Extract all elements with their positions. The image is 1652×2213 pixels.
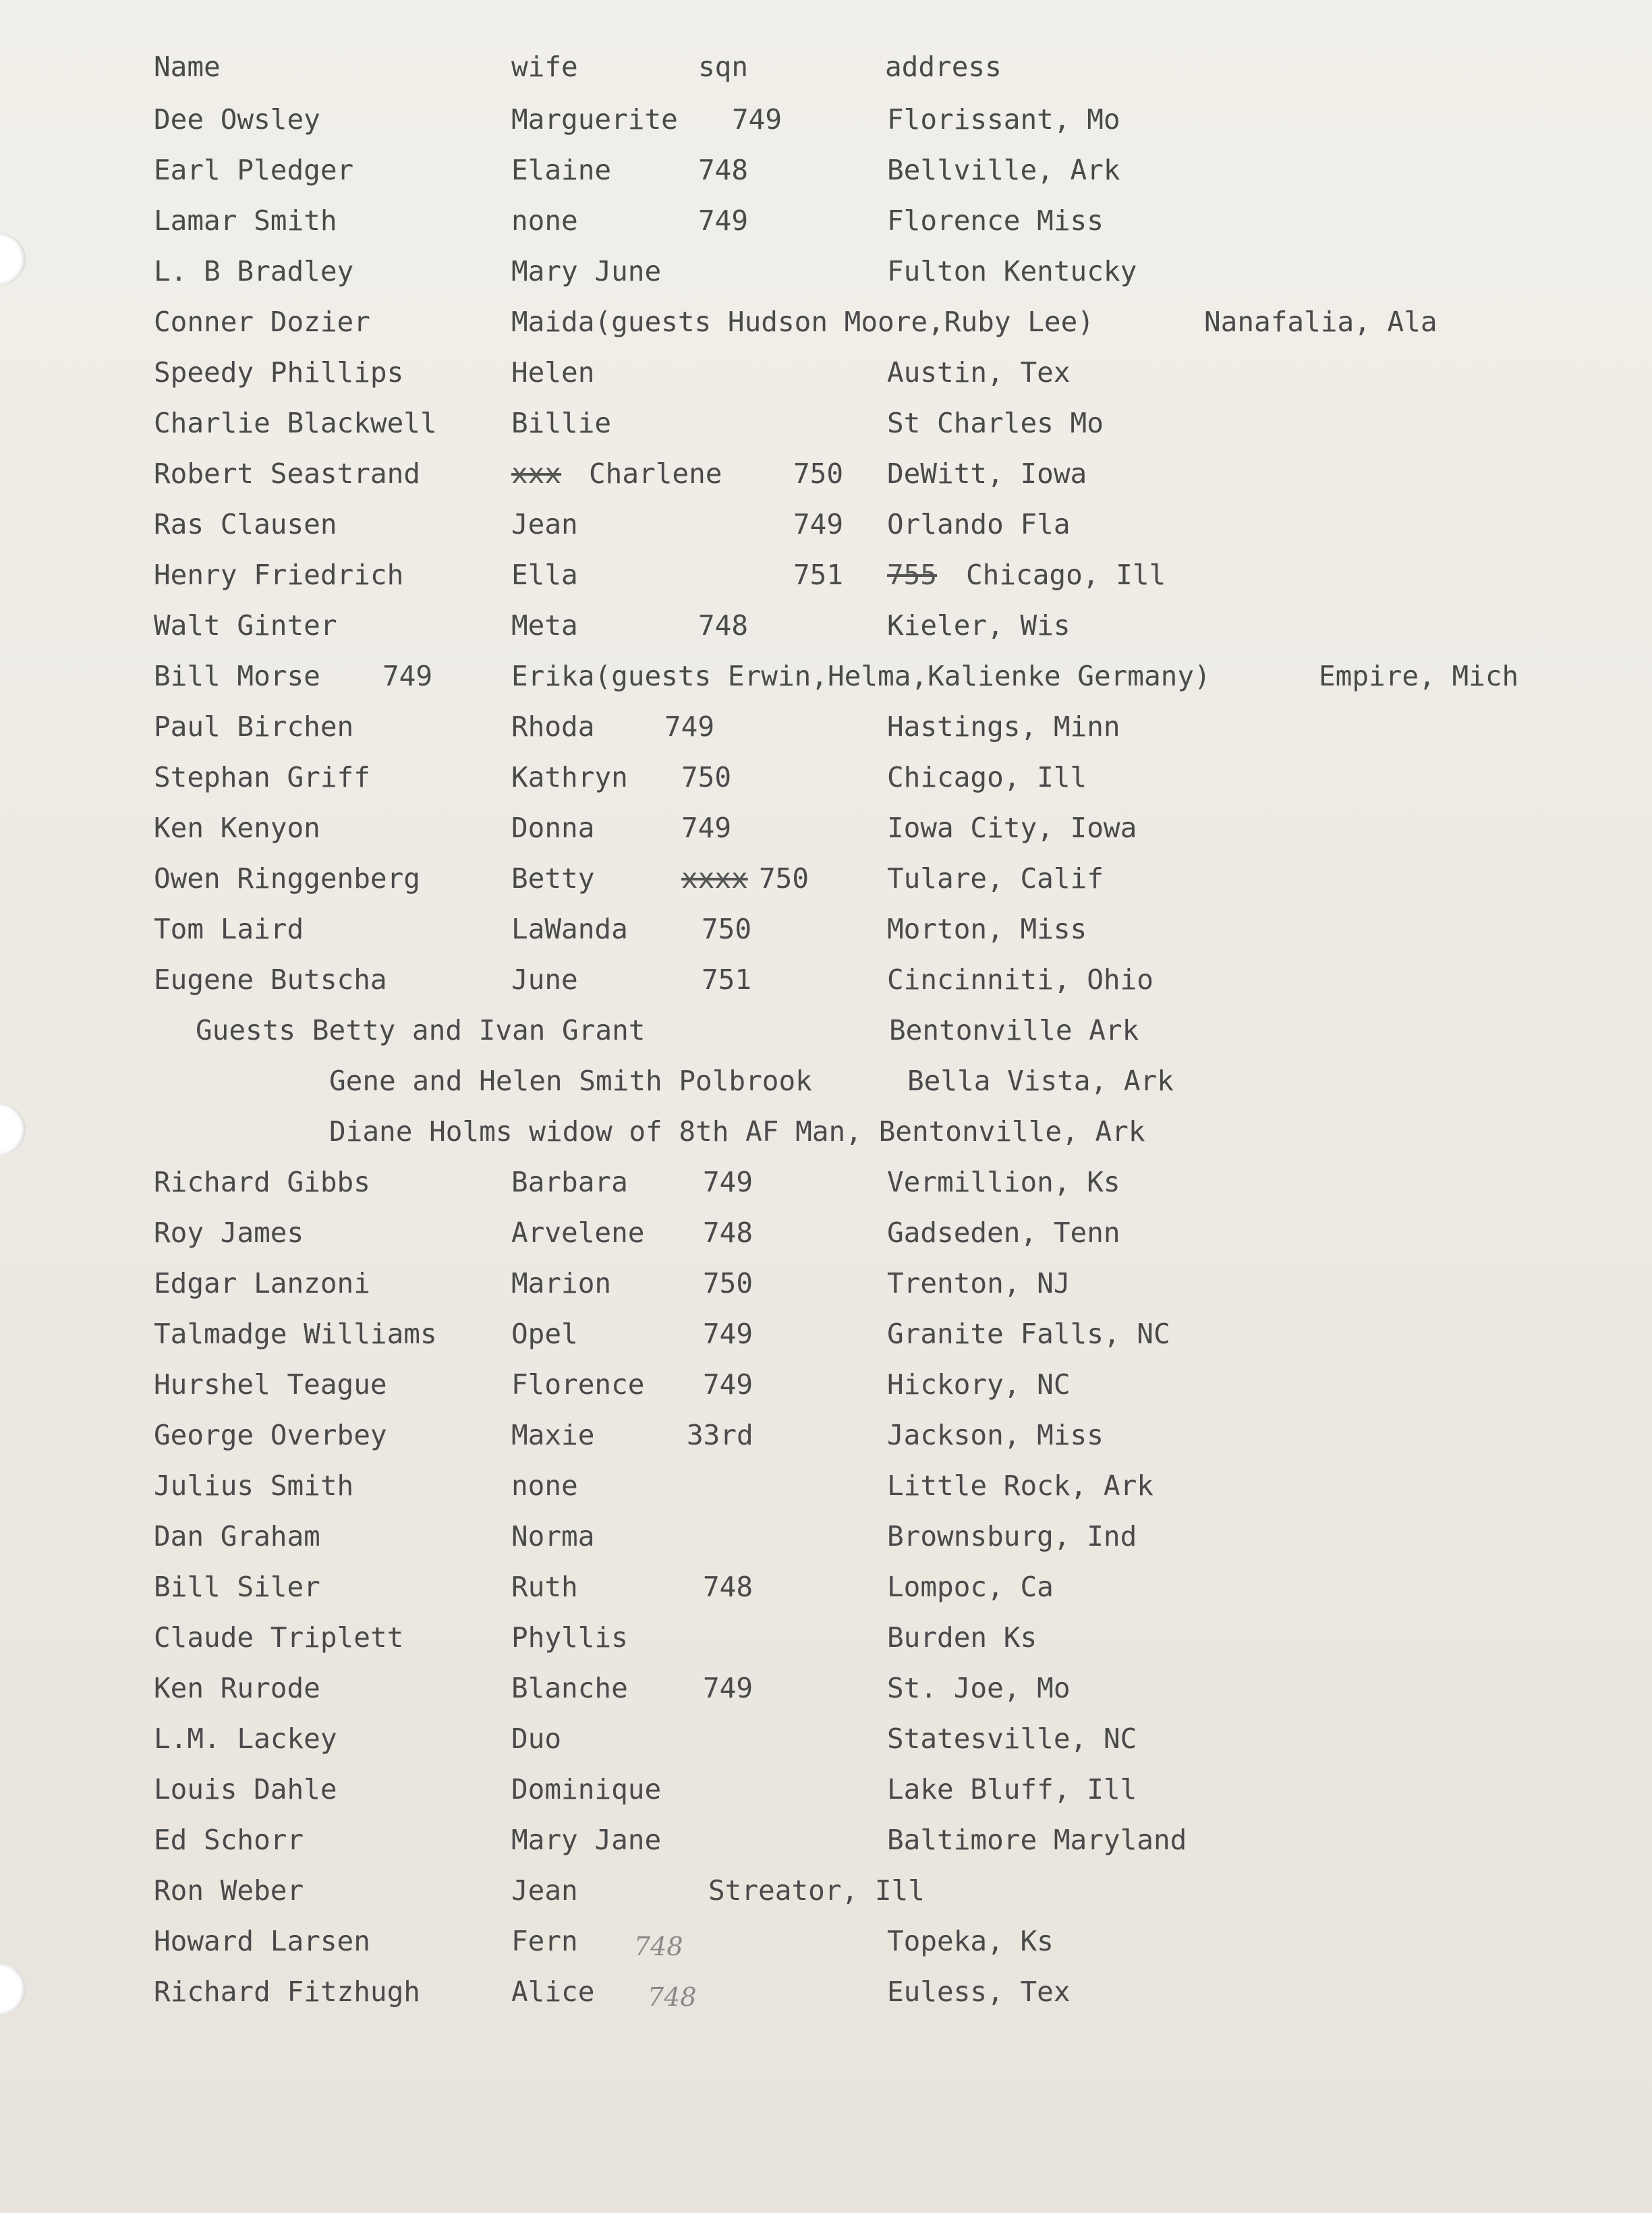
row-wife: Jean	[511, 508, 578, 540]
row-name: Bill Morse	[154, 660, 320, 692]
row-address: Little Rock, Ark	[887, 1469, 1153, 1502]
row-name: Speedy Phillips	[154, 356, 404, 389]
row-sqn: 748	[703, 1216, 753, 1249]
row-address: Euless, Tex	[887, 1976, 1071, 2008]
row-address: St. Joe, Mo	[887, 1672, 1071, 1704]
table-row	[0, 398, 1652, 448]
row-name: Ken Kenyon	[154, 812, 320, 844]
row-wife: Helen	[511, 356, 595, 389]
row-name: Walt Ginter	[154, 609, 337, 642]
row-wife: Charlene	[589, 457, 722, 490]
row-address: Kieler, Wis	[887, 609, 1071, 642]
row-name: L. B Bradley	[154, 255, 354, 287]
row-wife: Mary June	[511, 255, 662, 287]
row-name: Charlie Blackwell	[154, 407, 437, 439]
row-name: Ras Clausen	[154, 508, 337, 540]
row-address: Bellville, Ark	[887, 154, 1120, 186]
row-sqn: 749	[703, 1368, 753, 1401]
guest-address: Bentonville Ark	[889, 1014, 1139, 1046]
guest-text: Gene and Helen Smith Polbrook	[329, 1065, 812, 1097]
table-row	[0, 1815, 1652, 1865]
row-name: Edgar Lanzoni	[154, 1267, 370, 1299]
row-name: Talmadge Williams	[154, 1318, 437, 1350]
row-wife: Elaine	[511, 154, 612, 186]
header-name: Name	[154, 51, 221, 83]
row-name: Claude Triplett	[154, 1621, 404, 1654]
row-sqn: 748	[698, 609, 749, 642]
table-row	[0, 1410, 1652, 1460]
row-sqn: 748	[703, 1571, 753, 1603]
row-wife: Alice	[511, 1976, 595, 2008]
row-name: Robert Seastrand	[154, 457, 420, 490]
table-row	[0, 246, 1652, 296]
row-address: Empire, Mich	[1319, 660, 1519, 692]
row-name: Tom Laird	[154, 913, 304, 945]
table-row	[0, 297, 1652, 347]
row-name: Ed Schorr	[154, 1824, 304, 1856]
row-wife: Maida(guests Hudson Moore,Ruby Lee)	[511, 306, 1094, 338]
row-address: Chicago, Ill	[887, 761, 1087, 793]
row-name: L.M. Lackey	[154, 1722, 337, 1755]
row-sqn: 749	[681, 812, 732, 844]
row-wife: Betty	[511, 862, 595, 895]
row-address: Statesville, NC	[887, 1722, 1137, 1755]
row-wife: Blanche	[511, 1672, 628, 1704]
row-address: Florence Miss	[887, 204, 1104, 237]
row-sqn: 751	[793, 559, 844, 591]
row-name: Owen Ringgenberg	[154, 862, 420, 895]
row-address: Vermillion, Ks	[887, 1166, 1120, 1198]
row-wife: Rhoda	[511, 710, 595, 743]
table-row	[0, 1967, 1652, 2017]
row-address: Topeka, Ks	[887, 1925, 1054, 1957]
row-sqn: 750	[703, 1267, 753, 1299]
handwritten-sqn: 748	[648, 1982, 697, 2012]
table-row	[0, 449, 1652, 499]
row-sqn: 750	[702, 913, 752, 945]
table-row	[0, 145, 1652, 195]
table-row	[0, 1208, 1652, 1258]
table-row	[0, 196, 1652, 246]
row-wife: Erika(guests Erwin,Helma,Kalienke Germany)	[511, 660, 1211, 692]
row-wife: Jean	[511, 1874, 578, 1907]
row-name: Louis Dahle	[154, 1773, 337, 1805]
table-row	[0, 904, 1652, 954]
table-row	[0, 752, 1652, 802]
row-sqn: 749	[703, 1166, 753, 1198]
row-address: Tulare, Calif	[887, 862, 1104, 895]
table-row	[0, 600, 1652, 650]
row-address: Jackson, Miss	[887, 1419, 1104, 1451]
table-row	[0, 702, 1652, 752]
row-address: Granite Falls, NC	[887, 1318, 1170, 1350]
header-sqn: sqn	[698, 51, 749, 83]
row-address: Hastings, Minn	[887, 710, 1120, 743]
guest-address: Bella Vista, Ark	[907, 1065, 1174, 1097]
header-address: address	[885, 51, 1002, 83]
table-row	[0, 853, 1652, 903]
row-address: Lompoc, Ca	[887, 1571, 1054, 1603]
row-address: DeWitt, Iowa	[887, 457, 1087, 490]
header-row	[0, 42, 1652, 92]
table-row	[0, 499, 1652, 549]
row-name: Paul Birchen	[154, 710, 354, 743]
row-wife: Fern	[511, 1925, 578, 1957]
table-row	[0, 1157, 1652, 1207]
table-row	[0, 1511, 1652, 1561]
row-wife: Arvelene	[511, 1216, 645, 1249]
table-row	[0, 1562, 1652, 1612]
row-sqn: 750	[793, 457, 844, 490]
row-wife: Marguerite	[511, 103, 678, 136]
row-wife: Phyllis	[511, 1621, 628, 1654]
row-address: Nanafalia, Ala	[1204, 306, 1437, 338]
row-name: Richard Fitzhugh	[154, 1976, 420, 2008]
row-address: Trenton, NJ	[887, 1267, 1071, 1299]
row-address: Brownsburg, Ind	[887, 1520, 1137, 1552]
row-name: Howard Larsen	[154, 1925, 370, 1957]
row-name-sqn: 749	[382, 660, 433, 692]
guest-row	[0, 1106, 1652, 1156]
handwritten-sqn: 748	[634, 1932, 683, 1961]
table-row	[0, 1866, 1652, 1915]
guest-text: Diane Holms widow of 8th AF Man, Bentonville, Ark	[329, 1115, 1145, 1148]
row-wife: Marion	[511, 1267, 612, 1299]
row-name: Henry Friedrich	[154, 559, 404, 591]
table-row	[0, 94, 1652, 144]
row-name: Hurshel Teague	[154, 1368, 387, 1401]
row-sqn: 749	[793, 508, 844, 540]
table-row	[0, 955, 1652, 1005]
row-sqn: 749	[703, 1672, 753, 1704]
row-name: Stephan Griff	[154, 761, 370, 793]
row-wife: Dominique	[511, 1773, 662, 1805]
table-row	[0, 1309, 1652, 1359]
row-address: Baltimore Maryland	[887, 1824, 1187, 1856]
row-wife: Florence	[511, 1368, 645, 1401]
row-sqn: 749	[732, 103, 782, 136]
row-wife: Mary Jane	[511, 1824, 662, 1856]
row-address: Lake Bluff, Ill	[887, 1773, 1137, 1805]
row-wife: Norma	[511, 1520, 595, 1552]
row-wife: Ella	[511, 559, 578, 591]
table-row	[0, 550, 1652, 600]
header-wife: wife	[511, 51, 578, 83]
row-sqn: 749	[664, 710, 715, 743]
row-wife: Kathryn	[511, 761, 628, 793]
guest-row	[0, 1005, 1652, 1055]
row-address: Burden Ks	[887, 1621, 1037, 1654]
row-address-struck: 755	[887, 559, 938, 591]
row-name: Conner Dozier	[154, 306, 370, 338]
row-name: Ron Weber	[154, 1874, 304, 1907]
table-row	[0, 347, 1652, 397]
row-name: Richard Gibbs	[154, 1166, 370, 1198]
row-name: Ken Rurode	[154, 1672, 320, 1704]
row-name: Earl Pledger	[154, 154, 354, 186]
row-sqn: 749	[703, 1318, 753, 1350]
row-sqn: Streator, Ill	[708, 1874, 925, 1907]
guest-row	[0, 1056, 1652, 1106]
row-wife-struck: xxx	[511, 457, 562, 490]
row-sqn: 749	[698, 204, 749, 237]
row-name: Eugene Butscha	[154, 963, 387, 996]
row-sqn: 750	[759, 862, 809, 895]
row-sqn: 748	[698, 154, 749, 186]
row-sqn: 750	[681, 761, 732, 793]
table-row	[0, 651, 1652, 701]
row-wife: LaWanda	[511, 913, 628, 945]
guest-text: Guests Betty and Ivan Grant	[196, 1014, 646, 1046]
row-name: Dan Graham	[154, 1520, 320, 1552]
row-address: Cincinniti, Ohio	[887, 963, 1153, 996]
row-address: Austin, Tex	[887, 356, 1071, 389]
row-wife: Meta	[511, 609, 578, 642]
row-sqn: 33rd	[687, 1419, 753, 1451]
table-row	[0, 1916, 1652, 1966]
row-wife: none	[511, 1469, 578, 1502]
table-row	[0, 1360, 1652, 1409]
row-wife: Maxie	[511, 1419, 595, 1451]
row-wife: Ruth	[511, 1571, 578, 1603]
row-name: Bill Siler	[154, 1571, 320, 1603]
table-row	[0, 1764, 1652, 1814]
row-wife: Barbara	[511, 1166, 628, 1198]
row-address: Fulton Kentucky	[887, 255, 1137, 287]
row-name: Dee Owsley	[154, 103, 320, 136]
table-row	[0, 1613, 1652, 1662]
row-address: Morton, Miss	[887, 913, 1087, 945]
row-wife: none	[511, 204, 578, 237]
row-sqn-struck: xxxx	[681, 862, 748, 895]
table-row	[0, 803, 1652, 853]
row-sqn: 751	[702, 963, 752, 996]
table-row	[0, 1258, 1652, 1308]
row-address: Hickory, NC	[887, 1368, 1071, 1401]
row-name: Julius Smith	[154, 1469, 354, 1502]
table-row	[0, 1461, 1652, 1511]
row-wife: Donna	[511, 812, 595, 844]
row-wife: Duo	[511, 1722, 562, 1755]
row-address: Orlando Fla	[887, 508, 1071, 540]
table-row	[0, 1663, 1652, 1713]
row-wife: Billie	[511, 407, 612, 439]
row-wife: June	[511, 963, 578, 996]
row-address: St Charles Mo	[887, 407, 1104, 439]
row-name: George Overbey	[154, 1419, 387, 1451]
row-address: Florissant, Mo	[887, 103, 1120, 136]
row-wife: Opel	[511, 1318, 578, 1350]
row-address: Iowa City, Iowa	[887, 812, 1137, 844]
row-name: Lamar Smith	[154, 204, 337, 237]
row-name: Roy James	[154, 1216, 304, 1249]
row-address: Chicago, Ill	[966, 559, 1166, 591]
row-address: Gadseden, Tenn	[887, 1216, 1120, 1249]
table-row	[0, 1714, 1652, 1764]
